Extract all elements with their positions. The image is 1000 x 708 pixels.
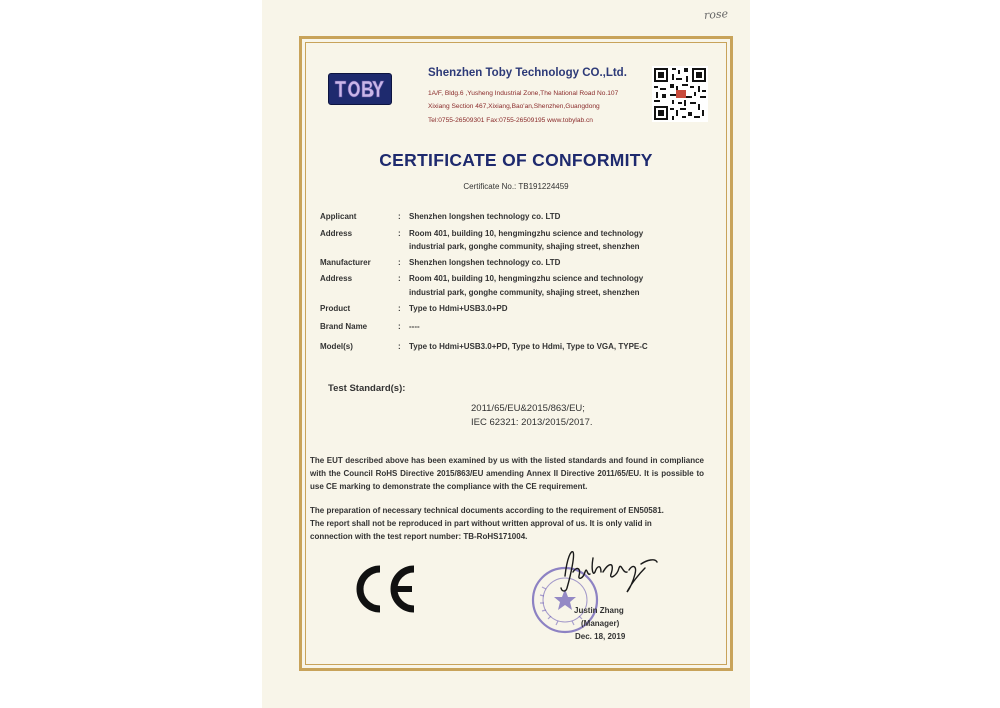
product-value: Type to Hdmi+USB3.0+PD xyxy=(409,304,508,313)
company-address-line-1: 1A/F, Bldg.6 ,Yusheng Industrial Zone,The National Road No.107 xyxy=(428,90,619,97)
models-value: Type to Hdmi+USB3.0+PD, Type to Hdmi, Type to VGA, TYPE-C xyxy=(409,342,648,351)
qr-code-icon xyxy=(652,66,708,122)
product-label: Product xyxy=(320,304,351,313)
field-colon: : xyxy=(398,274,401,283)
field-colon: : xyxy=(398,304,401,313)
applicant-address-line-2: industrial park, gonghe community, shajing street, shenzhen xyxy=(409,242,640,251)
applicant-value: Shenzhen longshen technology co. LTD xyxy=(409,212,561,221)
report-reference: connection with the test report number: TB-RoHS171004. xyxy=(310,532,528,541)
manufacturer-address-line-1: Room 401, building 10, hengmingzhu science and technology xyxy=(409,274,644,283)
signatory-name: Justin Zhang xyxy=(574,606,624,615)
manufacturer-address-label: Address xyxy=(320,274,353,283)
company-name: Shenzhen Toby Technology CO.,Ltd. xyxy=(428,67,627,79)
test-standard-line-1: 2011/65/EU&2015/863/EU; xyxy=(471,403,585,414)
manufacturer-value: Shenzhen longshen technology co. LTD xyxy=(409,258,561,267)
manufacturer-address-line-2: industrial park, gonghe community, shajing street, shenzhen xyxy=(409,288,640,297)
compliance-statement: The EUT described above has been examined by us with the listed standards and found in compliance with the Council RoHS Directive 2015/863/EU amending Annex II Directive 2011/65/EU. It is possible to use CE marking to demonstrate the compliance with the CE requirement. xyxy=(310,456,704,491)
certificate-number: Certificate No.: TB191224459 xyxy=(463,182,569,191)
signatory-role: (Manager) xyxy=(581,619,620,628)
field-colon: : xyxy=(398,229,401,238)
handwritten-note: rose xyxy=(703,7,729,22)
manufacturer-label: Manufacturer xyxy=(320,258,371,267)
field-colon: : xyxy=(398,322,401,331)
applicant-address-line-1: Room 401, building 10, hengmingzhu science and technology xyxy=(409,229,644,238)
field-colon: : xyxy=(398,342,401,351)
field-colon: : xyxy=(398,258,401,267)
toby-logo xyxy=(328,73,392,105)
brand-name-value: ---- xyxy=(409,322,420,331)
brand-name-label: Brand Name xyxy=(320,322,368,331)
field-colon: : xyxy=(398,212,401,221)
test-standard-label: Test Standard(s): xyxy=(328,383,406,394)
reproduction-notice: The report shall not be reproduced in part without written approval of us. It is only valid in xyxy=(310,519,652,528)
test-standard-line-2: IEC 62321: 2013/2015/2017. xyxy=(471,417,593,428)
technical-documents-statement: The preparation of necessary technical documents according to the requirement of EN50581. xyxy=(310,506,664,515)
handwritten-signature xyxy=(557,546,663,596)
ce-mark-icon xyxy=(350,563,420,615)
certificate-title: CERTIFICATE OF CONFORMITY xyxy=(379,150,653,170)
company-contact-line: Tel:0755-26509301 Fax:0755-26509195 www.tobylab.cn xyxy=(428,117,593,124)
models-label: Model(s) xyxy=(320,342,353,351)
applicant-label: Applicant xyxy=(320,212,357,221)
signature-date: Dec. 18, 2019 xyxy=(575,632,626,641)
applicant-address-label: Address xyxy=(320,229,353,238)
company-address-line-2: Xixiang Section 467,Xixiang,Bao'an,Shenzhen,Guangdong xyxy=(428,103,600,110)
